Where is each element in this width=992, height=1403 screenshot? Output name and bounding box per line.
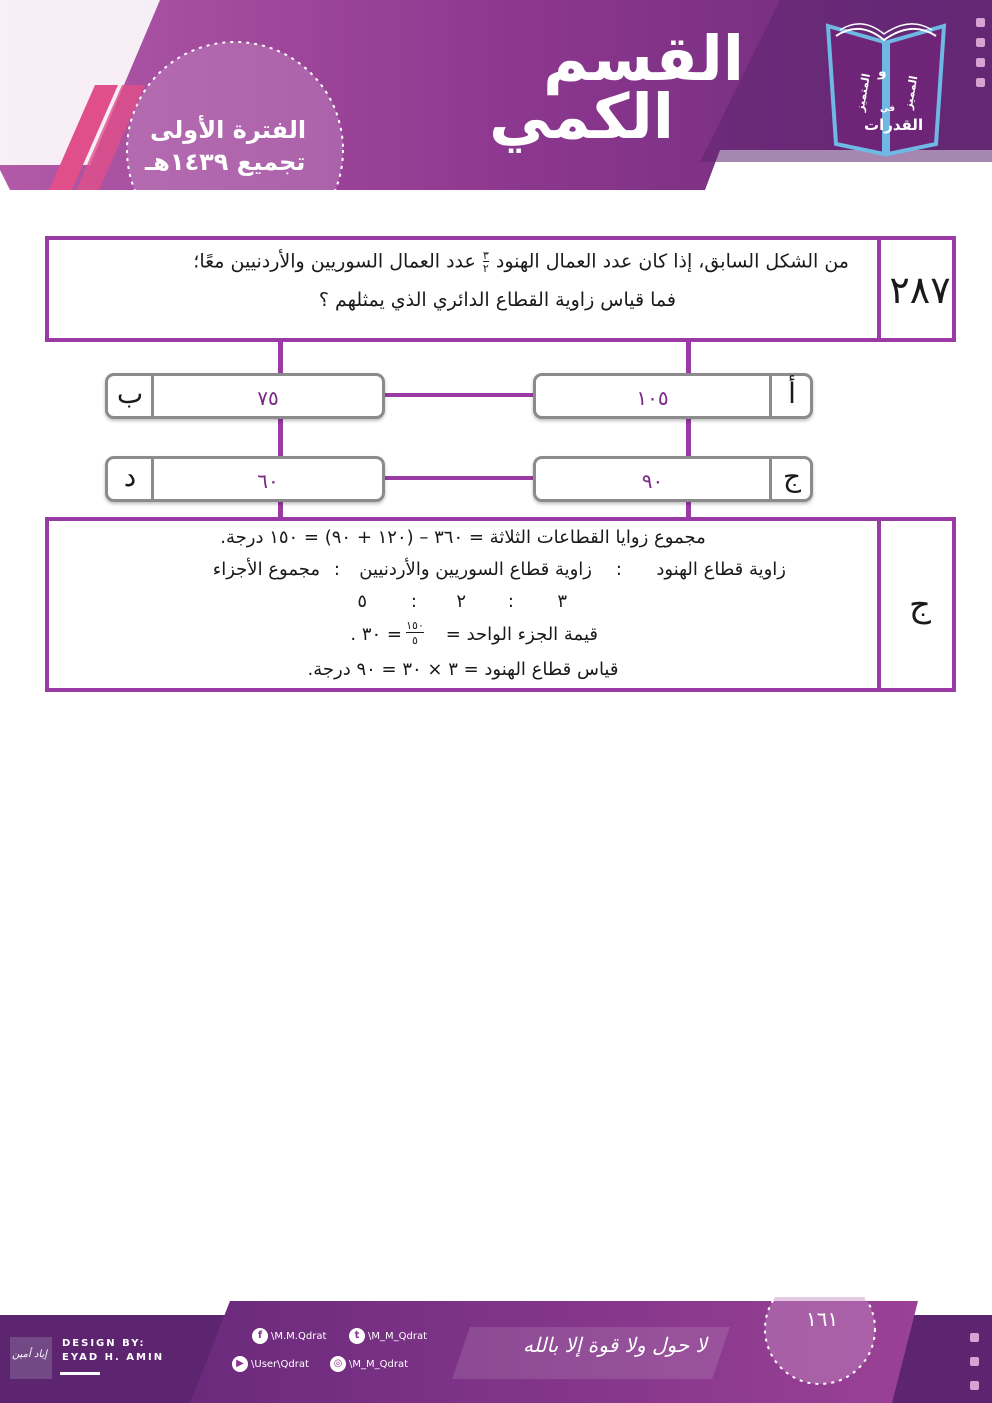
solution-line5: قياس قطاع الهنود = ٣ × ٣٠ = ٩٠ درجة. [307,659,619,680]
page-number: ١٦١ [806,1307,839,1331]
twitter-icon: t [349,1328,365,1344]
option-d-value: ٦٠ [257,469,279,493]
option-b-letter: ب [116,377,144,410]
design-by-label: DESIGN BY: [62,1338,146,1349]
page-footer [0,1297,992,1403]
ratio-sep: : [410,591,417,612]
ratio-sep: : [615,559,622,580]
fraction-numerator: ٣ [482,249,489,262]
instagram-link[interactable] [330,1356,408,1372]
logo-text-top: و [878,64,887,80]
instagram-icon: ◎ [330,1356,346,1372]
option-d[interactable] [105,456,385,502]
youtube-icon: ▶ [232,1356,248,1372]
period-label: الفترة الأولى [150,116,307,144]
logo [822,12,950,157]
unit-fraction [406,620,424,647]
facebook-icon: f [252,1328,268,1344]
ratio-label-total: مجموع الأجزاء [212,559,320,580]
option-a[interactable] [533,373,813,419]
connector [278,418,283,458]
facebook-handle: \M.M.Qdrat [271,1331,327,1342]
question-line2: فما قياس زاوية القطاع الدائري الذي يمثلهم ؟ [318,289,676,311]
answer-letter: ج [909,585,931,625]
solution-line1: مجموع زوايا القطاعات الثلاثة = ٣٦٠ – (١٢٠ + ٩٠) = ١٥٠ درجة. [220,527,706,548]
side-dot [976,78,985,87]
side-dot [970,1333,979,1342]
question-fraction [483,250,489,274]
unit-value-label: قيمة الجزء الواحد = [445,624,598,645]
ratio-sep: : [507,591,514,612]
connector [686,418,691,458]
fraction-denominator: ٢ [482,262,489,275]
logo-text-left: المتميز [853,72,873,113]
side-dot [970,1357,979,1366]
connector [384,393,534,397]
unit-fraction-numerator: ١٥٠ [406,619,424,632]
connector [278,342,283,374]
answer-box [45,517,956,692]
option-c-value: ٩٠ [641,469,664,493]
ratio-value-hindus: ٣ [557,591,567,612]
compilation-label: تجميع ١٤٣٩هـ [145,148,306,176]
section-title-line2: الكمي [489,80,674,153]
ratio-label-syrians: زاوية قطاع السوريين والأردنيين [359,559,592,580]
section-title-line1: القسم [543,22,744,95]
unit-value-result: = ٣٠ . [350,624,402,645]
logo-text-mid: في [880,104,895,114]
option-d-letter: د [123,460,137,493]
option-c-letter: ج [782,460,802,493]
option-b-value: ٧٥ [257,386,279,410]
ratio-value-syrians: ٢ [456,591,466,612]
twitter-handle: \M_M_Qdrat [368,1331,428,1342]
connector [686,342,691,374]
side-dot [970,1381,979,1390]
side-dot [976,18,985,27]
twitter-link[interactable] [349,1328,427,1344]
side-dot [976,58,985,67]
question-line1-after: عدد العمال السوريين والأردنيين معًا؛ [193,250,476,273]
question-number: ٢٨٧ [889,268,951,312]
facebook-link[interactable] [252,1328,326,1344]
signature: إياد أمين [12,1349,48,1360]
instagram-handle: \M_M_Qdrat [349,1359,409,1370]
designer-name: EYAD H. AMIN [62,1352,165,1363]
connector [384,476,534,480]
unit-fraction-denominator: ٥ [406,632,424,647]
youtube-handle: \User\Qdrat [251,1359,309,1370]
option-b[interactable] [105,373,385,419]
question-divider [877,240,881,338]
ratio-label-hindus: زاوية قطاع الهنود [656,559,786,580]
side-dot [976,38,985,47]
footer-background [0,1297,992,1403]
question-line1-before: من الشكل السابق، إذا كان عدد العمال الهنود [495,250,849,273]
option-c[interactable] [533,456,813,502]
ratio-value-total: ٥ [357,591,367,612]
book-logo-icon [822,12,950,157]
option-a-value: ١٠٥ [636,386,669,410]
calligraphy: لا حول ولا قوة إلا بالله [523,1333,707,1357]
youtube-link[interactable] [232,1356,309,1372]
option-a-letter: أ [788,377,796,410]
page-header [0,0,992,190]
question-line1 [193,250,849,274]
answer-divider [877,521,881,688]
logo-text-bottom: القدرات [864,116,924,134]
question-box [45,236,956,342]
ratio-sep: : [333,559,340,580]
logo-text-right: المميز [901,74,921,111]
